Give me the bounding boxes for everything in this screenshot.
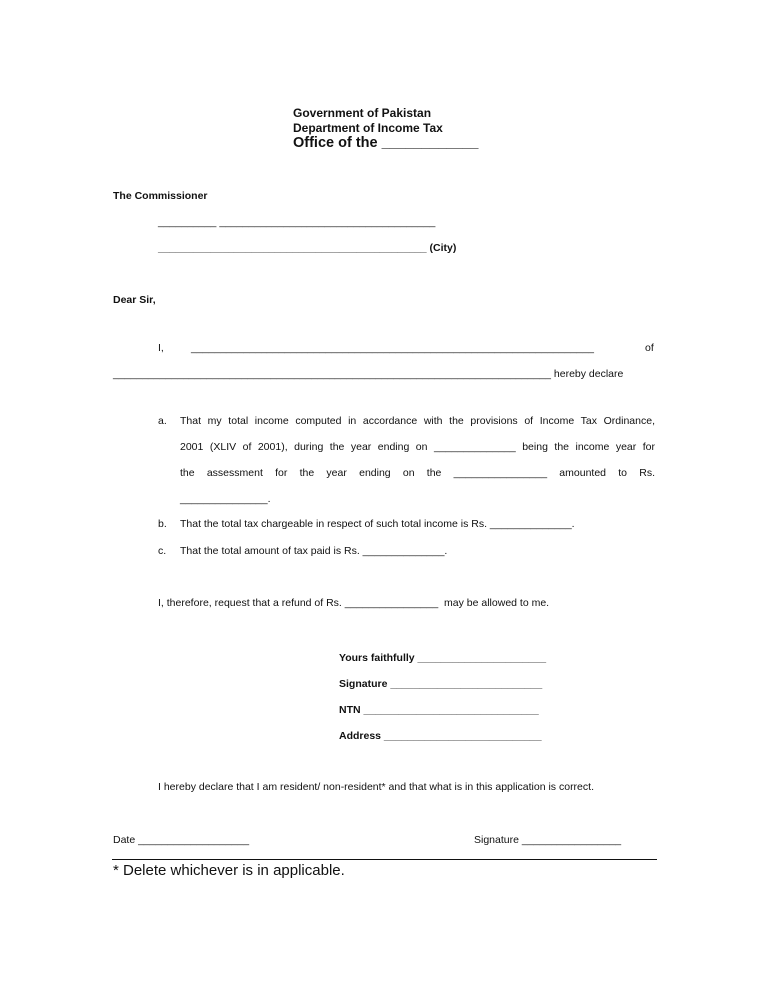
- addressee-title: The Commissioner: [113, 190, 208, 202]
- item-a-line-2: 2001 (XLIV of 2001), during the year ending on ______________ being the income year for: [180, 441, 655, 453]
- intro-declare-line: ___________________________________________________________________________ hereby declare: [113, 368, 624, 380]
- item-a-line-1: That my total income computed in accordance with the provisions of Income Tax Ordinance,: [180, 415, 655, 427]
- item-a-line-4: _______________.: [180, 493, 271, 505]
- signoff-ntn: NTN ______________________________: [339, 704, 539, 716]
- salutation: Dear Sir,: [113, 294, 156, 306]
- intro-of: of: [645, 342, 654, 354]
- footer-date: Date ___________________: [113, 834, 250, 846]
- signoff-signature: Signature __________________________: [339, 678, 543, 690]
- item-a-line-3: the assessment for the year ending on the ________________ amounted to Rs.: [180, 467, 655, 479]
- item-c-marker: c.: [158, 545, 167, 557]
- refund-request: I, therefore, request that a refund of Rs. ________________ may be allowed to me.: [158, 597, 550, 609]
- footer-signature: Signature _________________: [474, 834, 622, 846]
- item-a-marker: a.: [158, 415, 167, 427]
- footer-divider: [112, 859, 657, 860]
- item-c-text: That the total amount of tax paid is Rs. ______________.: [180, 545, 448, 557]
- intro-name-blank: _____________________________________________________________________: [191, 342, 594, 354]
- signoff-address: Address ___________________________: [339, 730, 542, 742]
- intro-i: I,: [158, 342, 164, 354]
- residency-declaration: I hereby declare that I am resident/ non-resident* and that what is in this application is correct.: [158, 781, 594, 793]
- government-heading: Government of Pakistan: [293, 106, 432, 120]
- footnote: * Delete whichever is in applicable.: [113, 862, 345, 879]
- item-b-marker: b.: [158, 518, 167, 530]
- addressee-city-line: ______________________________________________ (City): [158, 242, 457, 254]
- addressee-line-1: __________ _____________________________________: [158, 216, 436, 228]
- item-b-text: That the total tax chargeable in respect of such total income is Rs. ______________.: [180, 518, 575, 530]
- yours-faithfully: Yours faithfully ______________________: [339, 652, 547, 664]
- office-heading: Office of the ____________: [293, 135, 479, 151]
- department-heading: Department of Income Tax: [293, 121, 443, 135]
